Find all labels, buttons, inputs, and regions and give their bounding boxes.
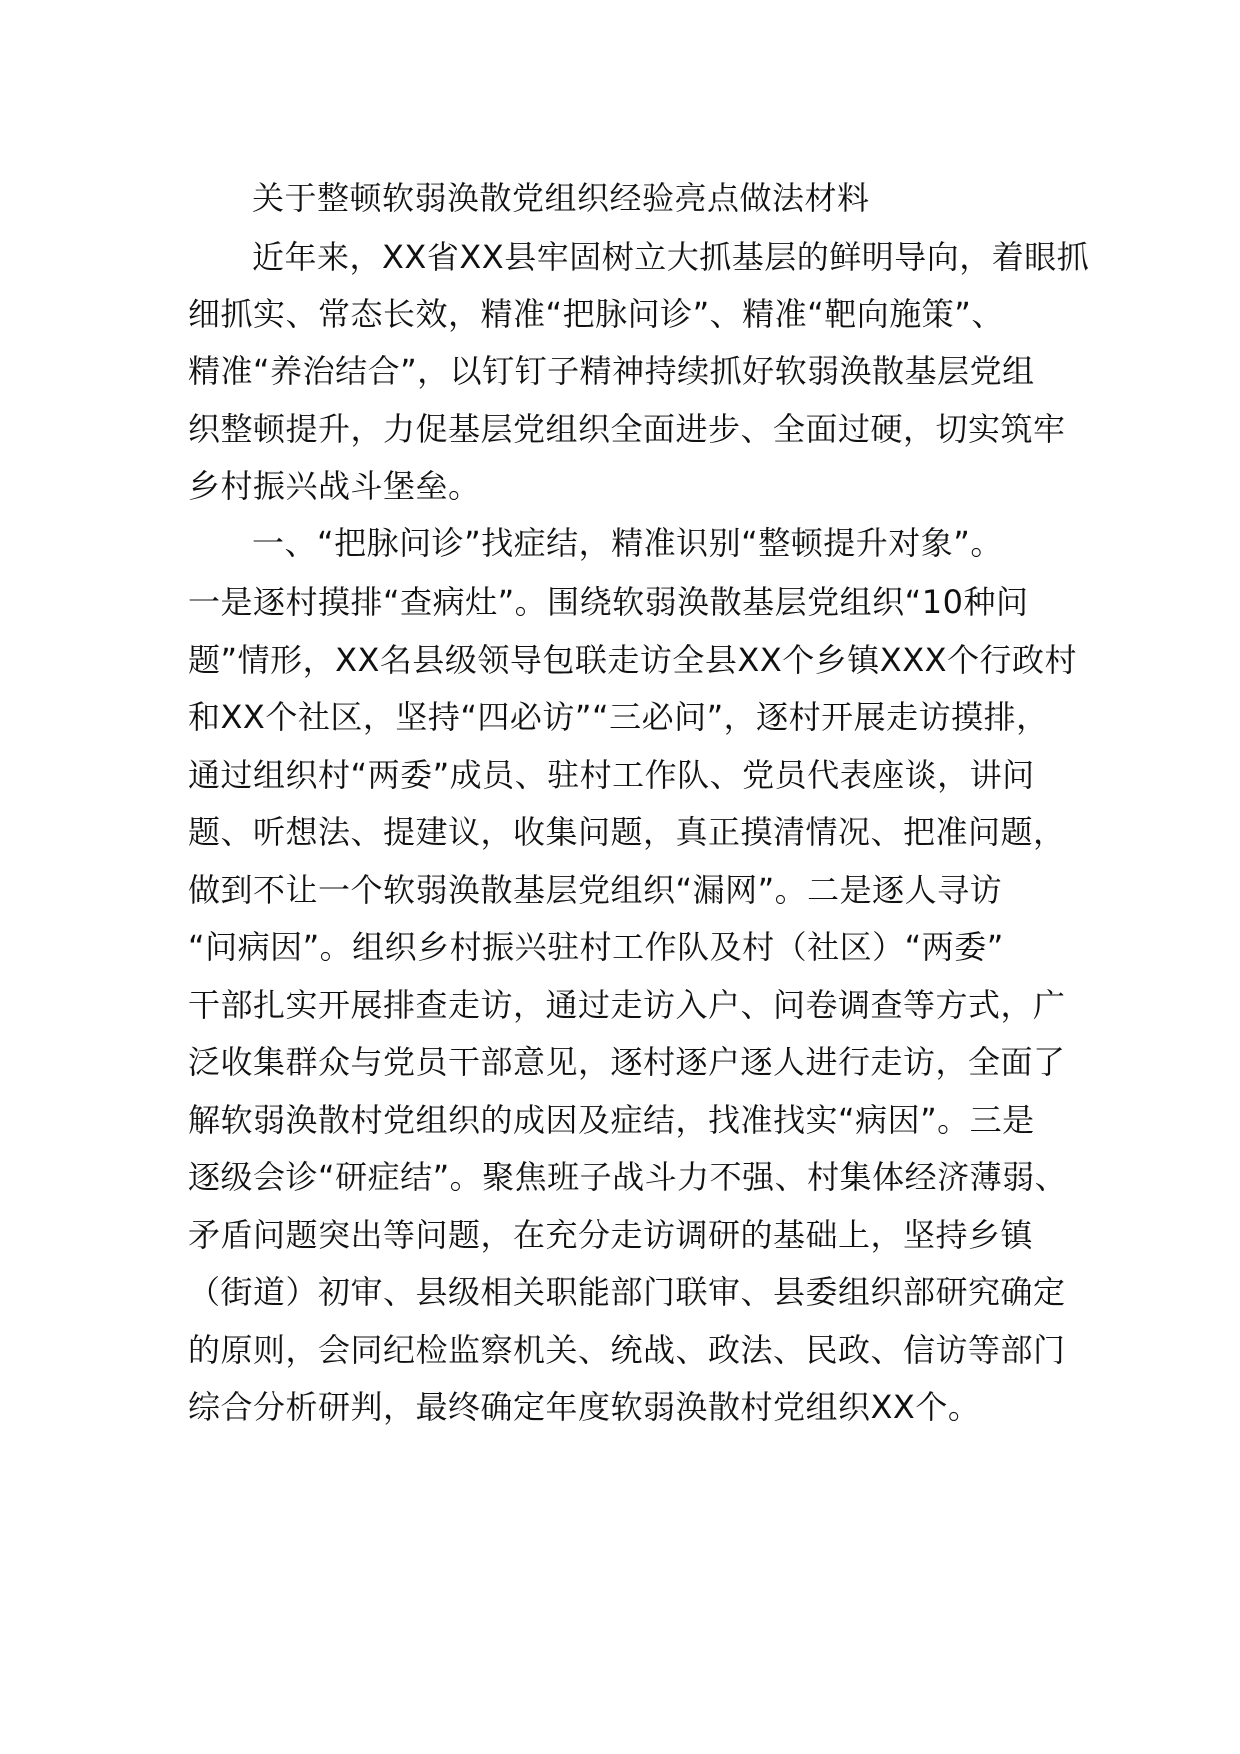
intro-line-4: 织整顿提升，力促基层党组织全面进步、全面过硬，切实筑牢: [188, 410, 1066, 448]
section-line-12: 逐级会诊“研症结”。聚焦班子战斗力不强、村集体经济薄弱、: [188, 1158, 1068, 1196]
section-heading-line: 一、“把脉问诊”找症结，精准识别“整顿提升对象”。: [252, 524, 1003, 562]
section-line-9: 干部扎实开展排查走访，通过走访入户、问卷调查等方式，广: [188, 986, 1066, 1024]
section-line-4: 和XX个社区，坚持“四必访”“三必问”，逐村开展走访摸排，: [188, 698, 1049, 736]
section-line-15: 的原则，会同纪检监察机关、统战、政法、民政、信访等部门: [188, 1331, 1066, 1369]
intro-line-3: 精准“养治结合”，以钉钉子精神持续抓好软弱涣散基层党组: [188, 352, 1035, 390]
section-line-11: 解软弱涣散村党组织的成因及症结，找准找实“病因”。三是: [188, 1101, 1035, 1139]
section-line-13: 矛盾问题突出等问题，在充分走访调研的基础上，坚持乡镇: [188, 1216, 1034, 1254]
section-line-8: “问病因”。组织乡村振兴驻村工作队及村（社区）“两委”: [188, 928, 1004, 966]
section-line-2: 一是逐村摸排“查病灶”。围绕软弱涣散基层党组织“10种问: [188, 583, 1029, 621]
section-line-6: 题、听想法、提建议，收集问题，真正摸清情况、把准问题，: [188, 813, 1066, 851]
section-line-3: 题”情形，XX名县级领导包联走访全县XX个乡镇XXX个行政村: [188, 641, 1078, 679]
section-line-16: 综合分析研判，最终确定年度软弱涣散村党组织XX个。: [188, 1388, 981, 1426]
intro-line-5: 乡村振兴战斗堡垒。: [188, 467, 481, 505]
intro-line-2: 细抓实、常态长效，精准“把脉问诊”、精准“靶向施策”、: [188, 295, 1004, 333]
section-line-14: （街道）初审、县级相关职能部门联审、县委组织部研究确定: [188, 1273, 1066, 1311]
section-line-7: 做到不让一个软弱涣散基层党组织“漏网”。二是逐人寻访: [188, 871, 1003, 909]
section-line-5: 通过组织村“两委”成员、驻村工作队、党员代表座谈，讲问: [188, 756, 1035, 794]
intro-line-1: 近年来，XX省XX县牢固树立大抓基层的鲜明导向，着眼抓: [252, 238, 1090, 276]
section-line-10: 泛收集群众与党员干部意见，逐村逐户逐人进行走访，全面了: [188, 1043, 1066, 1081]
document-title: 关于整顿软弱涣散党组织经验亮点做法材料: [252, 179, 870, 217]
